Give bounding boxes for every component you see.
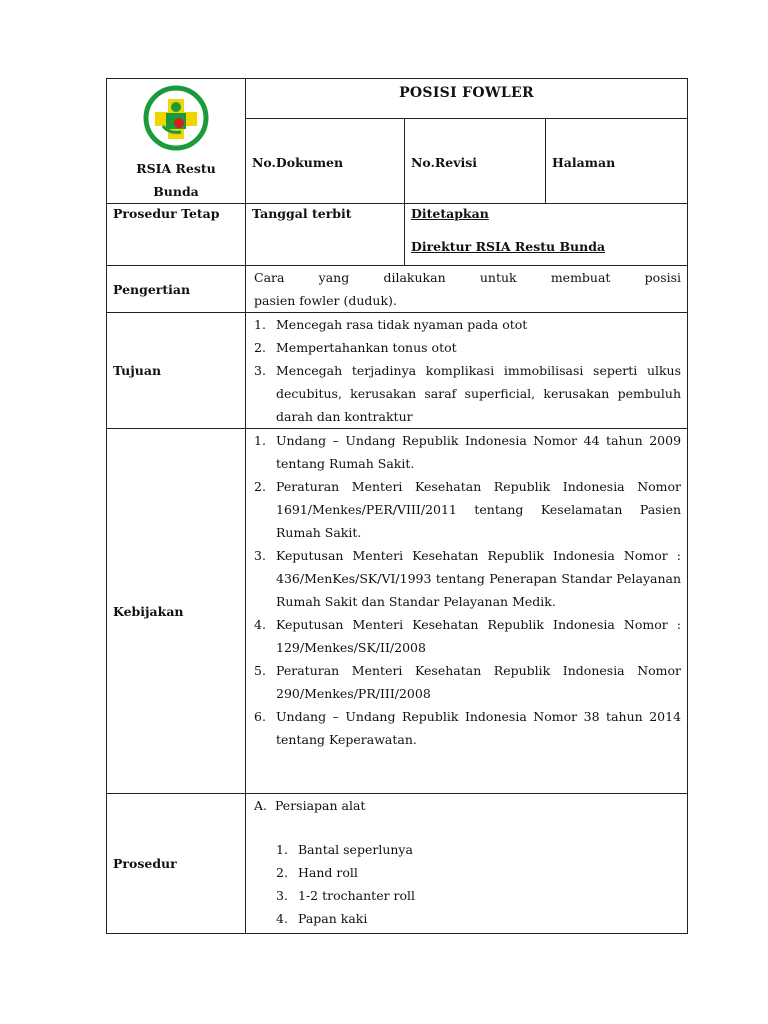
list-item: 1. Mencegah rasa tidak nyaman pada otot [254, 317, 528, 332]
hospital-logo-icon [141, 85, 211, 151]
logo-cell [107, 79, 246, 204]
ditetapkan-cell [405, 204, 688, 266]
sop-document [106, 78, 687, 934]
tujuan-list-cell [246, 313, 688, 429]
list-item: 1. Undang – Undang Republik Indonesia Nomor 44 tahun 2009 tentang Rumah Sakit. [254, 433, 682, 471]
prosedur-cell [246, 794, 688, 934]
tanggal-terbit-label: Tanggal terbit [246, 204, 405, 266]
prosedur-label: Prosedur [107, 794, 246, 934]
pengertian-text [246, 266, 688, 313]
direktur-label: Direktur RSIA Restu Bunda [411, 239, 606, 254]
prosedur-tetap-label: Prosedur Tetap [107, 204, 246, 266]
persiapan-alat-list [276, 838, 681, 930]
list-item: 3. Keputusan Menteri Kesehatan Republik Indonesia Nomor : 436/MenKes/SK/VI/1993 tentang Penerapan Standar Pelayanan Rumah Sakit dan Standar Pelayanan Medik. [254, 548, 682, 609]
persiapan-alat-heading: A. Persiapan alat [254, 798, 366, 813]
no-dokumen-label: No.Dokumen [246, 118, 405, 203]
pengertian-label: Pengertian [107, 266, 246, 313]
list-item: 2. Mempertahankan tonus otot [254, 340, 457, 355]
list-item: 5. Peraturan Menteri Kesehatan Republik Indonesia Nomor 290/Menkes/PR/III/2008 [254, 663, 682, 701]
kebijakan-list-cell [246, 429, 688, 794]
kebijakan-label: Kebijakan [107, 429, 246, 794]
list-item: 2. Peraturan Menteri Kesehatan Republik Indonesia Nomor 1691/Menkes/PER/VIII/2011 tentang Keselamatan Pasien Rumah Sakit. [254, 479, 682, 540]
list-item: 3. 1-2 trochanter roll [276, 888, 416, 903]
document-title: POSISI FOWLER [246, 79, 688, 119]
org-name-line1: RSIA Restu [136, 161, 216, 176]
tujuan-list [254, 313, 681, 428]
list-item: 4. Keputusan Menteri Kesehatan Republik Indonesia Nomor : 129/Menkes/SK/II/2008 [254, 617, 682, 655]
list-item: 4. Papan kaki [276, 911, 368, 926]
halaman-label: Halaman [546, 118, 688, 203]
pengertian-line1: Cara yang dilakukan untuk membuat posisi [254, 270, 682, 285]
list-item: 2. Hand roll [276, 865, 358, 880]
no-revisi-label: No.Revisi [405, 118, 546, 203]
list-item: 1. Bantal seperlunya [276, 842, 413, 857]
kebijakan-list [254, 429, 681, 751]
sop-table [106, 78, 688, 934]
pengertian-line2: pasien fowler (duduk). [254, 293, 397, 308]
org-name-line2: Bunda [153, 184, 199, 199]
list-item: 6. Undang – Undang Republik Indonesia Nomor 38 tahun 2014 tentang Keperawatan. [254, 709, 682, 747]
ditetapkan-label: Ditetapkan [411, 206, 489, 221]
list-item: 3. Mencegah terjadinya komplikasi immobilisasi seperti ulkus decubitus, kerusakan saraf superficial, kerusakan pembuluh darah dan kontraktur [254, 363, 682, 424]
tujuan-label: Tujuan [107, 313, 246, 429]
